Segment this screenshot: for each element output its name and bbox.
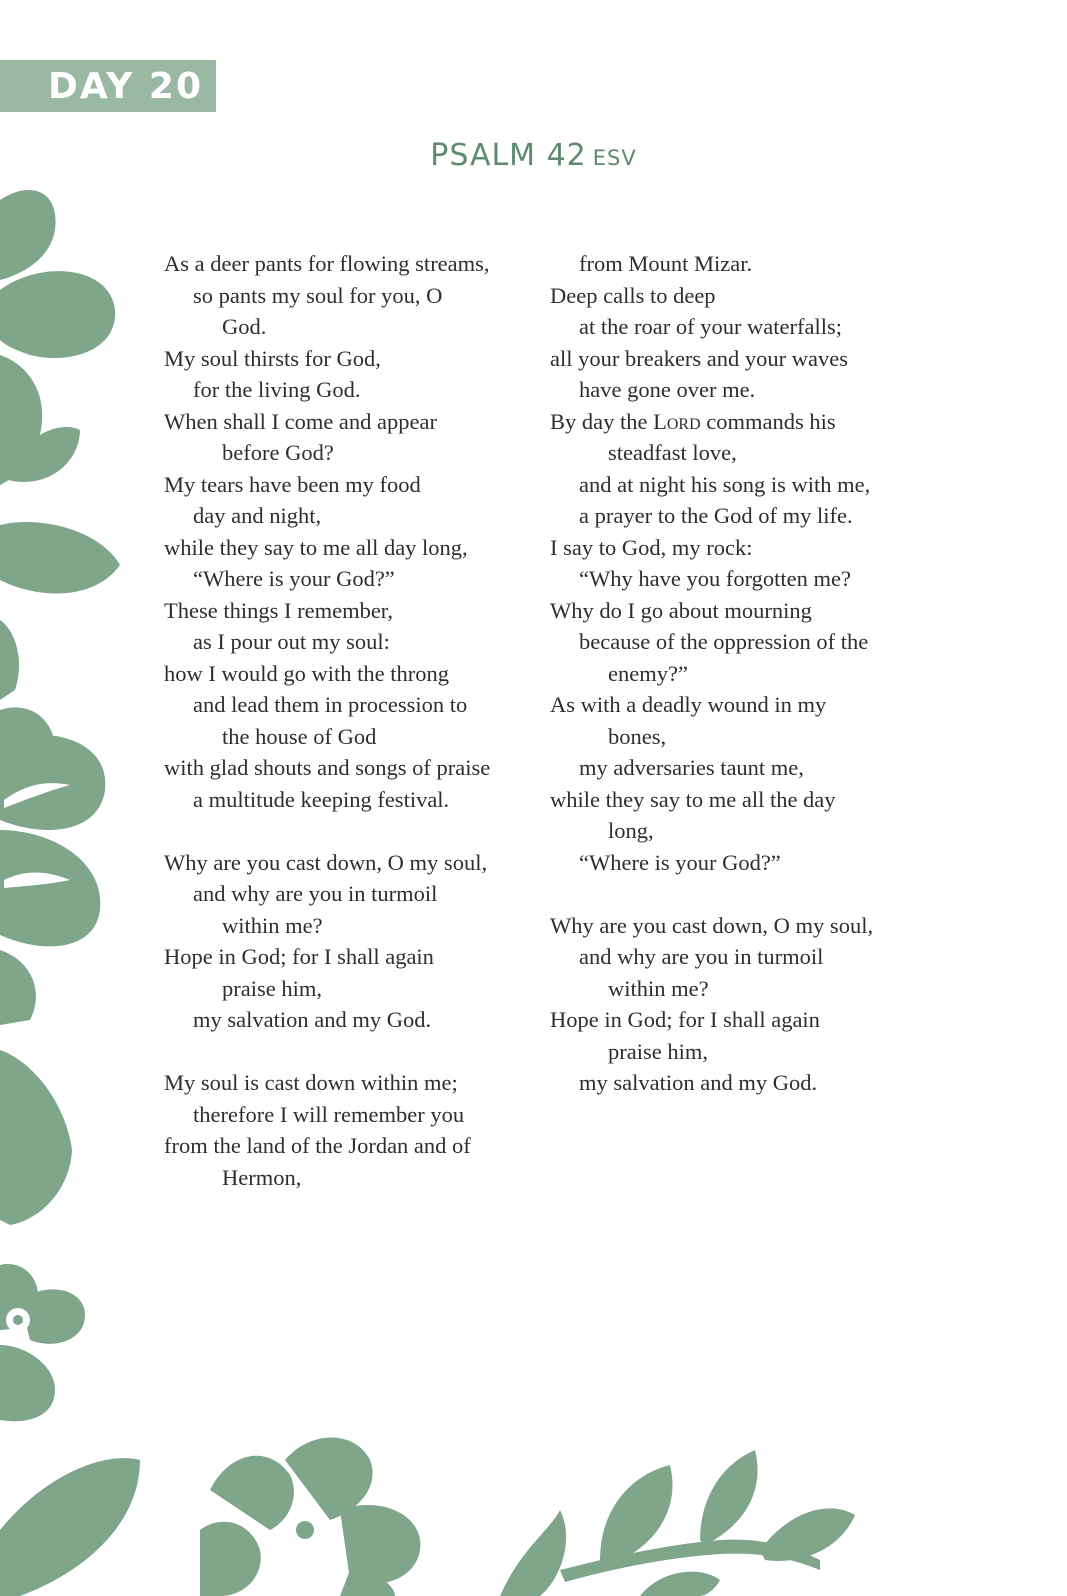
- poem-line: praise him,: [222, 975, 322, 1001]
- stanza: [164, 847, 534, 1036]
- poem-line: and why are you in turmoil: [579, 944, 824, 969]
- poem-line: Deep calls to deep: [550, 282, 716, 308]
- stanza: [550, 248, 920, 878]
- stanza: [164, 1067, 534, 1193]
- poem-line: “Why have you forgotten me?: [579, 566, 851, 591]
- poem-line: all your breakers and your waves: [550, 345, 849, 371]
- poem-line: with glad shouts and songs of praise: [164, 755, 491, 780]
- poem-line: within me?: [222, 912, 323, 938]
- poem-line: how I would go with the throng: [164, 660, 449, 686]
- poem-line: while they say to me all the day: [550, 786, 836, 812]
- poem-line: bones,: [608, 723, 667, 749]
- poem-line: Hope in God; for I shall again: [550, 1007, 820, 1032]
- poem-line: enemy?”: [608, 660, 688, 686]
- poem-line: as I pour out my soul:: [193, 629, 390, 654]
- poem-line: Hermon,: [222, 1164, 302, 1190]
- poem-line: day and night,: [193, 503, 322, 528]
- floral-vine-bottom-icon: [0, 1420, 1067, 1596]
- poem-line: “Where is your God?”: [193, 566, 395, 591]
- poem-line: and why are you in turmoil: [193, 881, 438, 906]
- poem-line: because of the oppression of the: [579, 629, 869, 654]
- poem-line: and at night his song is with me,: [579, 471, 871, 497]
- poem-line: at the roar of your waterfalls;: [579, 314, 843, 339]
- poem-line: praise him,: [608, 1038, 708, 1064]
- poem-line: my salvation and my God.: [579, 1070, 818, 1095]
- poem-line: before God?: [222, 440, 334, 465]
- poem-line: from Mount Mizar.: [579, 251, 753, 276]
- stanza: [550, 910, 920, 1099]
- poem-line: My soul thirsts for God,: [164, 345, 381, 371]
- poem-line: Why do I go about mourning: [550, 597, 812, 623]
- day-tab: [0, 60, 216, 112]
- day-label: DAY 20: [48, 66, 203, 107]
- poem-line: When shall I come and appear: [164, 408, 437, 434]
- poem-line: As with a deadly wound in my: [550, 692, 827, 717]
- poem-line: within me?: [608, 975, 709, 1001]
- poem-line: By day the Lord commands his: [550, 408, 836, 434]
- poem-line: steadfast love,: [608, 440, 737, 465]
- poem-line: my salvation and my God.: [193, 1007, 432, 1032]
- psalm-title: PSALM 42: [430, 138, 587, 173]
- poem-line: a prayer to the God of my life.: [579, 503, 853, 528]
- floral-vine-left-icon: [0, 180, 140, 1440]
- poem-line: a multitude keeping festival.: [193, 786, 450, 812]
- poem-line: therefore I will remember you: [193, 1101, 465, 1127]
- poem-column-left: [164, 248, 534, 1225]
- poem-line: I say to God, my rock:: [550, 534, 753, 560]
- poem-line: and lead them in procession to: [193, 692, 468, 717]
- poem-line: Why are you cast down, O my soul,: [164, 849, 488, 875]
- poem-line: “Where is your God?”: [579, 849, 781, 875]
- poem-line: Hope in God; for I shall again: [164, 944, 434, 969]
- poem-column-right: [550, 248, 920, 1130]
- poem-line: for the living God.: [193, 377, 361, 402]
- poem-line: the house of God: [222, 723, 377, 749]
- poem-line: God.: [222, 314, 267, 339]
- poem-line: my adversaries taunt me,: [579, 755, 804, 780]
- poem-line: My soul is cast down within me;: [164, 1070, 458, 1095]
- poem-line: so pants my soul for you, O: [193, 282, 443, 308]
- poem-line: long,: [608, 818, 654, 843]
- poem-line: As a deer pants for flowing streams,: [164, 251, 490, 276]
- stanza: [164, 248, 534, 815]
- bible-version: ESV: [592, 146, 637, 170]
- poem-line: Why are you cast down, O my soul,: [550, 912, 874, 938]
- poem-line: while they say to me all day long,: [164, 534, 468, 560]
- poem-line: These things I remember,: [164, 597, 394, 623]
- poem-line: from the land of the Jordan and of: [164, 1133, 471, 1158]
- poem-line: My tears have been my food: [164, 471, 421, 497]
- poem-line: have gone over me.: [579, 377, 756, 402]
- page-title: [0, 138, 1067, 173]
